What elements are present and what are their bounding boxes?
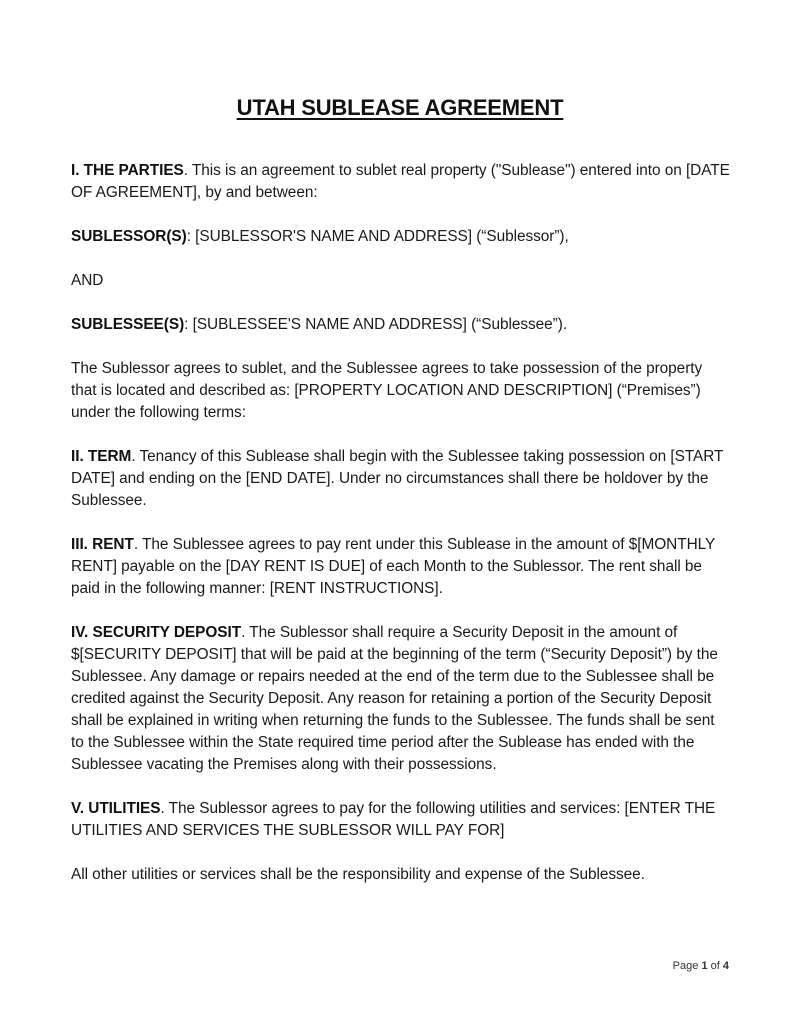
security-deposit-text: . The Sublessor shall require a Security Deposit in the amount of $[SECURITY DEPOSIT] that will be paid at the beginning of the term (“Security Deposit”) by the Sublessee. Any damage or repairs needed at the end of the term due to the Sublessee shall be credited against the Security Deposit. Any reason for retaining a portion of the Security Deposit shall be explained in writing when returning the funds to the Sublessee. The funds shall be sent to the Sublessee within the State required time period after the Sublease has ended with the Sublessee vacating the Premises along with their possessions. [71, 624, 718, 773]
sublessee-label: SUBLESSEE(S) [71, 316, 185, 333]
term-heading: II. TERM [71, 448, 132, 465]
rent-paragraph [71, 534, 731, 600]
parties-heading: I. THE PARTIES [71, 162, 184, 179]
and-paragraph: AND [71, 272, 104, 289]
security-deposit-paragraph [71, 622, 731, 776]
term-paragraph [71, 446, 731, 512]
current-page: 1 [701, 960, 708, 972]
parties-text: . This is an agreement to sublet real property ("Sublease") entered into on [DATE OF AGREEMENT], by and between: [71, 162, 730, 201]
utilities-heading: V. UTILITIES [71, 800, 161, 817]
rent-heading: III. RENT [71, 536, 134, 553]
parties-paragraph [71, 160, 731, 204]
utilities-text: . The Sublessor agrees to pay for the following utilities and services: [ENTER THE UTILITIES AND SERVICES THE SUBLESSOR WILL PAY FOR] [71, 800, 716, 839]
document-title: UTAH SUBLEASE AGREEMENT [236, 95, 564, 120]
other-utilities-paragraph: All other utilities or services shall be the responsibility and expense of the Sublessee. [71, 866, 645, 883]
page-word: Page [672, 960, 699, 972]
sublessee-text: : [SUBLESSEE'S NAME AND ADDRESS] (“Sublessee”). [184, 316, 568, 333]
total-pages: 4 [722, 960, 729, 972]
rent-text: . The Sublessee agrees to pay rent under this Sublease in the amount of $[MONTHLY RENT] payable on the [DAY RENT IS DUE] of each Month to the Sublessor. The rent shall be paid in the following manner: [RENT INSTRUCTIONS]. [71, 536, 715, 597]
security-deposit-heading: IV. SECURITY DEPOSIT [71, 624, 242, 641]
premises-paragraph: The Sublessor agrees to sublet, and the Sublessee agrees to take possession of the property that is located and described as: [PROPERTY LOCATION AND DESCRIPTION] (“Premises”) under the following terms: [71, 360, 703, 421]
utilities-paragraph [71, 798, 731, 842]
term-text: . Tenancy of this Sublease shall begin with the Sublessee taking possession on [START DATE] and ending on the [END DATE]. Under no circumstances shall there be holdover by the Sublessee. [71, 448, 724, 509]
page-number [673, 960, 729, 972]
sublessor-label: SUBLESSOR(S) [71, 228, 187, 245]
sublessee-paragraph [71, 314, 731, 336]
sublessor-paragraph [71, 226, 731, 248]
of-word: of [710, 960, 720, 972]
document-body [71, 160, 731, 908]
sublessor-text: : [SUBLESSOR'S NAME AND ADDRESS] (“Sublessor”), [186, 228, 569, 245]
